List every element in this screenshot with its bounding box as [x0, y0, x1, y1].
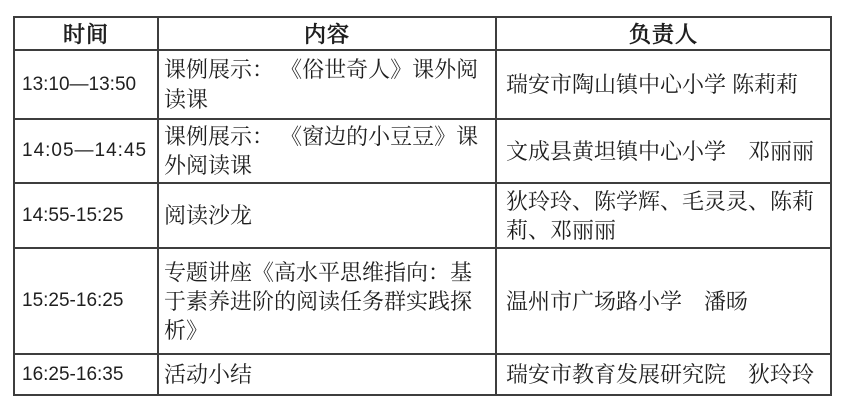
person-cell: 温州市广场路小学 潘旸 — [496, 248, 831, 354]
time-cell: 13:10—13:50 — [14, 50, 158, 119]
content-cell: 活动小结 — [158, 354, 496, 395]
content-cell: 专题讲座《高水平思维指向：基于素养进阶的阅读任务群实践探析》 — [158, 248, 496, 354]
time-cell: 16:25-16:35 — [14, 354, 158, 395]
person-cell: 瑞安市教育发展研究院 狄玲玲 — [496, 354, 831, 395]
time-cell: 14:05—14:45 — [14, 119, 158, 183]
time-cell: 14:55-15:25 — [14, 183, 158, 248]
schedule-row-5 — [14, 354, 831, 395]
time-cell: 15:25-16:25 — [14, 248, 158, 354]
person-cell: 瑞安市陶山镇中心小学 陈莉莉 — [496, 50, 831, 119]
header-cell-content: 内容 — [158, 17, 496, 50]
content-cell: 课例展示： 《俗世奇人》课外阅读课 — [158, 50, 496, 119]
schedule-row-1 — [14, 50, 831, 119]
schedule-table — [13, 16, 832, 396]
person-cell: 狄玲玲、陈学辉、毛灵灵、陈莉莉、邓丽丽 — [496, 183, 831, 248]
schedule-row-2 — [14, 119, 831, 183]
content-cell: 阅读沙龙 — [158, 183, 496, 248]
content-cell: 课例展示： 《窗边的小豆豆》课外阅读课 — [158, 119, 496, 183]
person-cell: 文成县黄坦镇中心小学 邓丽丽 — [496, 119, 831, 183]
schedule-row-3 — [14, 183, 831, 248]
header-cell-time: 时间 — [14, 17, 158, 50]
header-cell-person: 负责人 — [496, 17, 831, 50]
schedule-row-4 — [14, 248, 831, 354]
header-row — [14, 17, 831, 50]
